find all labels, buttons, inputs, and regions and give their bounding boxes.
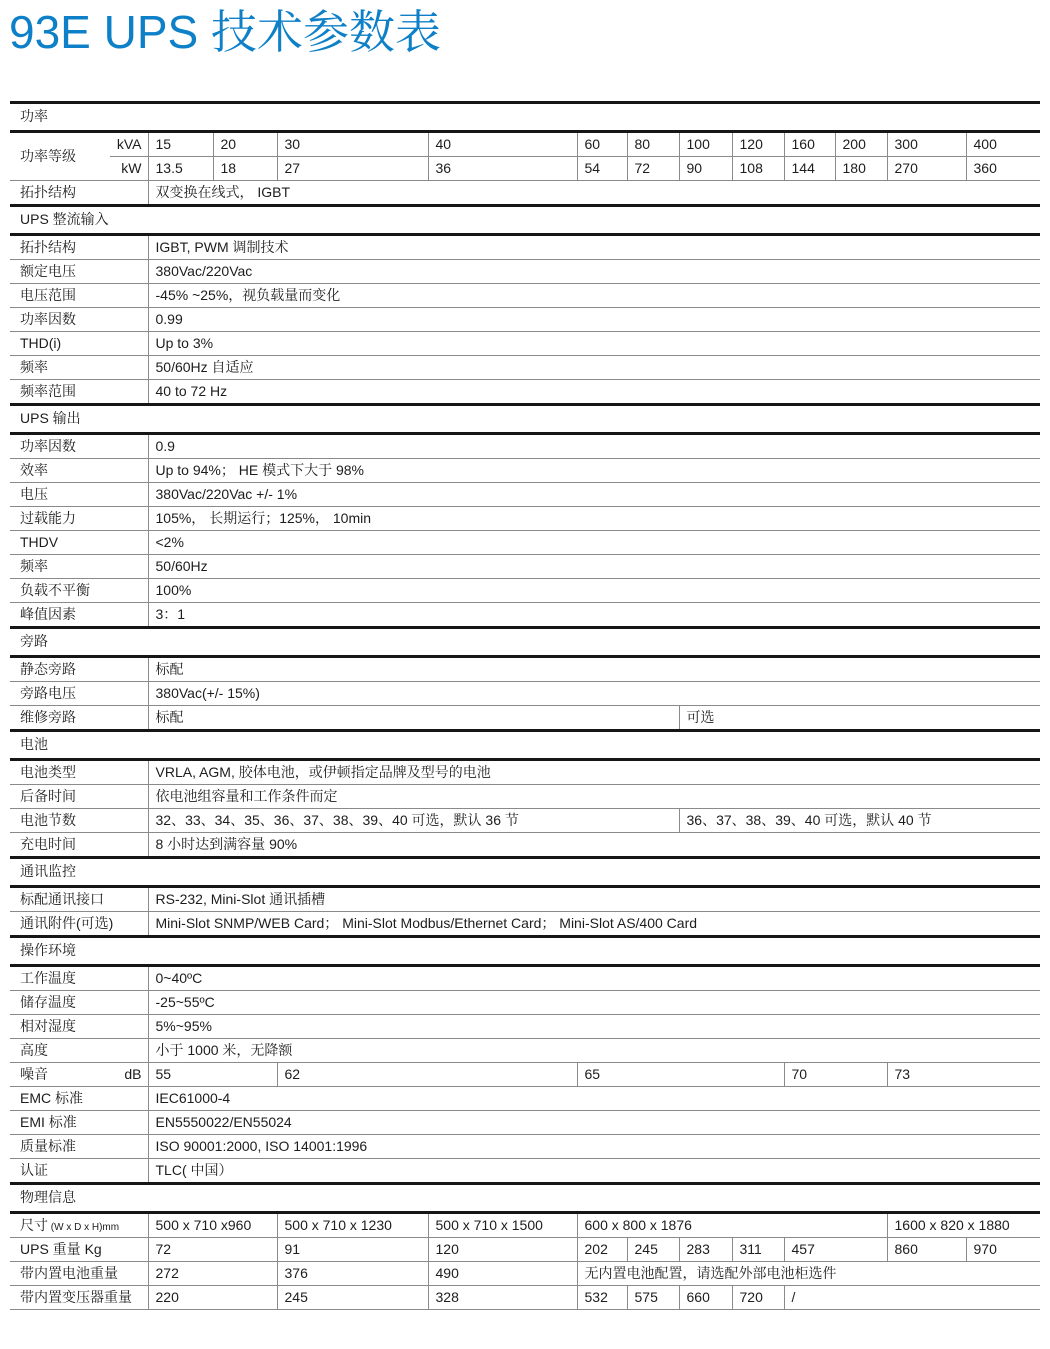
spec-value-cell: 91	[277, 1238, 428, 1262]
row-label: 电池节数	[10, 809, 148, 833]
spec-value-cell: 245	[627, 1238, 679, 1262]
spec-row	[10, 1262, 1040, 1286]
spec-value-cell: 90	[679, 157, 732, 181]
spec-value-cell: 860	[887, 1238, 966, 1262]
spec-value-cell: 5%~95%	[148, 1015, 1040, 1039]
row-label: 标配通讯接口	[10, 887, 148, 912]
spec-value-cell: 300	[887, 132, 966, 157]
spec-row	[10, 785, 1040, 809]
spec-value-cell: 500 x 710 x 1500	[428, 1213, 577, 1238]
spec-value-cell: 8 小时达到满容量 90%	[148, 833, 1040, 858]
spec-value-cell: 160	[784, 132, 835, 157]
spec-value-cell: 720	[732, 1286, 784, 1310]
section-header: 功率	[10, 103, 1040, 132]
row-label: THDV	[10, 531, 148, 555]
spec-row	[10, 760, 1040, 785]
row-label: 功率因数	[10, 434, 148, 459]
spec-value-cell: 36	[428, 157, 577, 181]
spec-value-cell: 70	[784, 1063, 887, 1087]
spec-value-cell: EN5550022/EN55024	[148, 1111, 1040, 1135]
spec-row	[10, 157, 1040, 181]
spec-row	[10, 507, 1040, 531]
spec-row	[10, 833, 1040, 858]
spec-value-cell: 小于 1000 米，无降额	[148, 1039, 1040, 1063]
spec-value-cell: 660	[679, 1286, 732, 1310]
spec-row	[10, 706, 1040, 731]
section-header: UPS 整流输入	[10, 206, 1040, 235]
row-label: 后备时间	[10, 785, 148, 809]
row-label: 功率等级	[10, 132, 110, 181]
row-label: 拓扑结构	[10, 181, 148, 206]
spec-value-cell: 490	[428, 1262, 577, 1286]
spec-value-cell: 15	[148, 132, 213, 157]
row-label: UPS 重量 Kg	[10, 1238, 148, 1262]
section-header: UPS 输出	[10, 405, 1040, 434]
row-label: 通讯附件(可选)	[10, 912, 148, 937]
section-header: 操作环境	[10, 937, 1040, 966]
spec-value-cell: 72	[627, 157, 679, 181]
spec-row	[10, 1159, 1040, 1184]
spec-value-cell: 272	[148, 1262, 277, 1286]
spec-value-cell: -25~55ºC	[148, 991, 1040, 1015]
spec-value-cell: 30	[277, 132, 428, 157]
spec-row	[10, 991, 1040, 1015]
section-header: 电池	[10, 731, 1040, 760]
spec-row	[10, 887, 1040, 912]
spec-value-cell: IGBT, PWM 调制技术	[148, 235, 1040, 260]
spec-value-cell: -45% ~25%，视负载量而变化	[148, 284, 1040, 308]
spec-row	[10, 1111, 1040, 1135]
row-label: 尺寸 (W x D x H)mm	[10, 1213, 148, 1238]
spec-value-cell: 0.9	[148, 434, 1040, 459]
spec-row	[10, 682, 1040, 706]
spec-row	[10, 1135, 1040, 1159]
section-header: 旁路	[10, 628, 1040, 657]
spec-value-cell: 73	[887, 1063, 1040, 1087]
spec-value-cell: <2%	[148, 531, 1040, 555]
row-label: 额定电压	[10, 260, 148, 284]
page-title: 93E UPS 技术参数表	[9, 6, 441, 58]
spec-value-cell: 50/60Hz 自适应	[148, 356, 1040, 380]
spec-value-cell: 376	[277, 1262, 428, 1286]
spec-row	[10, 531, 1040, 555]
row-label: 电压	[10, 483, 148, 507]
row-label: 频率范围	[10, 380, 148, 405]
spec-value-cell: 标配	[148, 657, 1040, 682]
spec-value-cell: 54	[577, 157, 627, 181]
spec-row	[10, 332, 1040, 356]
spec-value-cell: 1600 x 820 x 1880	[887, 1213, 1040, 1238]
spec-value-cell: 120	[732, 132, 784, 157]
spec-row	[10, 483, 1040, 507]
row-unit-label: kW	[110, 157, 148, 181]
row-unit-label: dB	[110, 1063, 148, 1087]
section-header: 物理信息	[10, 1184, 1040, 1213]
row-label: 峰值因素	[10, 603, 148, 628]
spec-value-cell: 970	[966, 1238, 1040, 1262]
row-label: 旁路电压	[10, 682, 148, 706]
spec-value-cell: 144	[784, 157, 835, 181]
row-label: 维修旁路	[10, 706, 148, 731]
row-label: 噪音	[10, 1063, 110, 1087]
spec-value-cell: Up to 94%； HE 模式下大于 98%	[148, 459, 1040, 483]
row-label: 静态旁路	[10, 657, 148, 682]
row-label: 充电时间	[10, 833, 148, 858]
spec-row	[10, 260, 1040, 284]
spec-value-cell: 200	[835, 132, 887, 157]
spec-value-cell: 180	[835, 157, 887, 181]
spec-row	[10, 912, 1040, 937]
row-label: 储存温度	[10, 991, 148, 1015]
spec-value-cell: 108	[732, 157, 784, 181]
spec-value-cell: 50/60Hz	[148, 555, 1040, 579]
spec-row	[10, 356, 1040, 380]
row-label: 工作温度	[10, 966, 148, 991]
spec-value-cell: 360	[966, 157, 1040, 181]
spec-value-cell: 40	[428, 132, 577, 157]
spec-value-cell: 380Vac(+/- 15%)	[148, 682, 1040, 706]
spec-row	[10, 657, 1040, 682]
row-label: 频率	[10, 356, 148, 380]
spec-row	[10, 1015, 1040, 1039]
spec-value-cell: 380Vac/220Vac	[148, 260, 1040, 284]
spec-row	[10, 1063, 1040, 1087]
spec-value-cell: 13.5	[148, 157, 213, 181]
spec-row	[10, 434, 1040, 459]
spec-value-cell: 500 x 710 x960	[148, 1213, 277, 1238]
spec-value-cell: 270	[887, 157, 966, 181]
spec-table	[10, 101, 1040, 1310]
row-label: 负载不平衡	[10, 579, 148, 603]
spec-value-cell: ISO 90001:2000, ISO 14001:1996	[148, 1135, 1040, 1159]
spec-value-cell: 80	[627, 132, 679, 157]
spec-row	[10, 1238, 1040, 1262]
row-label: 带内置变压器重量	[10, 1286, 148, 1310]
spec-value-cell: Up to 3%	[148, 332, 1040, 356]
spec-value-cell: 62	[277, 1063, 577, 1087]
spec-value-cell: 双变换在线式， IGBT	[148, 181, 1040, 206]
spec-row	[10, 380, 1040, 405]
spec-row	[10, 235, 1040, 260]
spec-value-cell: VRLA, AGM, 胶体电池，或伊顿指定品牌及型号的电池	[148, 760, 1040, 785]
spec-value-cell: Mini-Slot SNMP/WEB Card； Mini-Slot Modbus/Ethernet Card； Mini-Slot AS/400 Card	[148, 912, 1040, 937]
spec-value-cell: 120	[428, 1238, 577, 1262]
spec-value-cell: 575	[627, 1286, 679, 1310]
spec-row	[10, 284, 1040, 308]
row-label: 电压范围	[10, 284, 148, 308]
spec-value-cell: 65	[577, 1063, 784, 1087]
spec-value-cell: 100	[679, 132, 732, 157]
spec-table-body	[10, 103, 1040, 1310]
spec-value-cell: RS-232, Mini-Slot 通讯插槽	[148, 887, 1040, 912]
spec-row	[10, 1286, 1040, 1310]
spec-row	[10, 809, 1040, 833]
spec-value-cell: 20	[213, 132, 277, 157]
spec-value-cell: 328	[428, 1286, 577, 1310]
spec-value-cell: 标配	[148, 706, 679, 731]
row-label: 认证	[10, 1159, 148, 1184]
spec-value-cell: 27	[277, 157, 428, 181]
spec-value-cell: IEC61000-4	[148, 1087, 1040, 1111]
spec-row	[10, 603, 1040, 628]
spec-value-cell: 36、37、38、39、40 可选，默认 40 节	[679, 809, 1040, 833]
section-header: 通讯监控	[10, 858, 1040, 887]
spec-row	[10, 966, 1040, 991]
spec-value-cell: 400	[966, 132, 1040, 157]
spec-value-cell: 600 x 800 x 1876	[577, 1213, 887, 1238]
spec-row	[10, 459, 1040, 483]
spec-row	[10, 181, 1040, 206]
spec-value-cell: 72	[148, 1238, 277, 1262]
row-label: THD(i)	[10, 332, 148, 356]
spec-value-cell: 100%	[148, 579, 1040, 603]
row-label: 电池类型	[10, 760, 148, 785]
row-label: 高度	[10, 1039, 148, 1063]
spec-value-cell: 60	[577, 132, 627, 157]
row-label: 效率	[10, 459, 148, 483]
spec-row	[10, 579, 1040, 603]
row-label: 相对湿度	[10, 1015, 148, 1039]
spec-value-cell: 311	[732, 1238, 784, 1262]
spec-value-cell: 可选	[679, 706, 1040, 731]
spec-value-cell: 202	[577, 1238, 627, 1262]
row-label: 过载能力	[10, 507, 148, 531]
spec-value-cell: 3：1	[148, 603, 1040, 628]
row-label: 拓扑结构	[10, 235, 148, 260]
spec-value-cell: 无内置电池配置，请选配外部电池柜选件	[577, 1262, 1040, 1286]
spec-value-cell: 283	[679, 1238, 732, 1262]
spec-value-cell: 380Vac/220Vac +/- 1%	[148, 483, 1040, 507]
spec-value-cell: 32、33、34、35、36、37、38、39、40 可选，默认 36 节	[148, 809, 679, 833]
spec-value-cell: 457	[784, 1238, 887, 1262]
spec-row	[10, 1213, 1040, 1238]
spec-value-cell: 532	[577, 1286, 627, 1310]
spec-row	[10, 1039, 1040, 1063]
row-unit-label: kVA	[110, 132, 148, 157]
row-label-unit: (W x D x H)mm	[48, 1221, 120, 1233]
spec-value-cell: 500 x 710 x 1230	[277, 1213, 428, 1238]
row-label: 频率	[10, 555, 148, 579]
row-label: EMC 标准	[10, 1087, 148, 1111]
spec-value-cell: 依电池组容量和工作条件而定	[148, 785, 1040, 809]
spec-value-cell: 0.99	[148, 308, 1040, 332]
spec-value-cell: 0~40ºC	[148, 966, 1040, 991]
row-label: 带内置电池重量	[10, 1262, 148, 1286]
spec-value-cell: 40 to 72 Hz	[148, 380, 1040, 405]
spec-value-cell: 105%， 长期运行；125%， 10min	[148, 507, 1040, 531]
spec-row	[10, 555, 1040, 579]
row-label: 质量标准	[10, 1135, 148, 1159]
spec-row	[10, 1087, 1040, 1111]
row-label: EMI 标准	[10, 1111, 148, 1135]
spec-value-cell: 55	[148, 1063, 277, 1087]
spec-row	[10, 308, 1040, 332]
spec-row	[10, 132, 1040, 157]
spec-value-cell: 220	[148, 1286, 277, 1310]
spec-value-cell: 18	[213, 157, 277, 181]
spec-value-cell: /	[784, 1286, 1040, 1310]
datasheet-page	[0, 4, 1050, 1349]
spec-value-cell: TLC( 中国）	[148, 1159, 1040, 1184]
spec-value-cell: 245	[277, 1286, 428, 1310]
row-label: 功率因数	[10, 308, 148, 332]
